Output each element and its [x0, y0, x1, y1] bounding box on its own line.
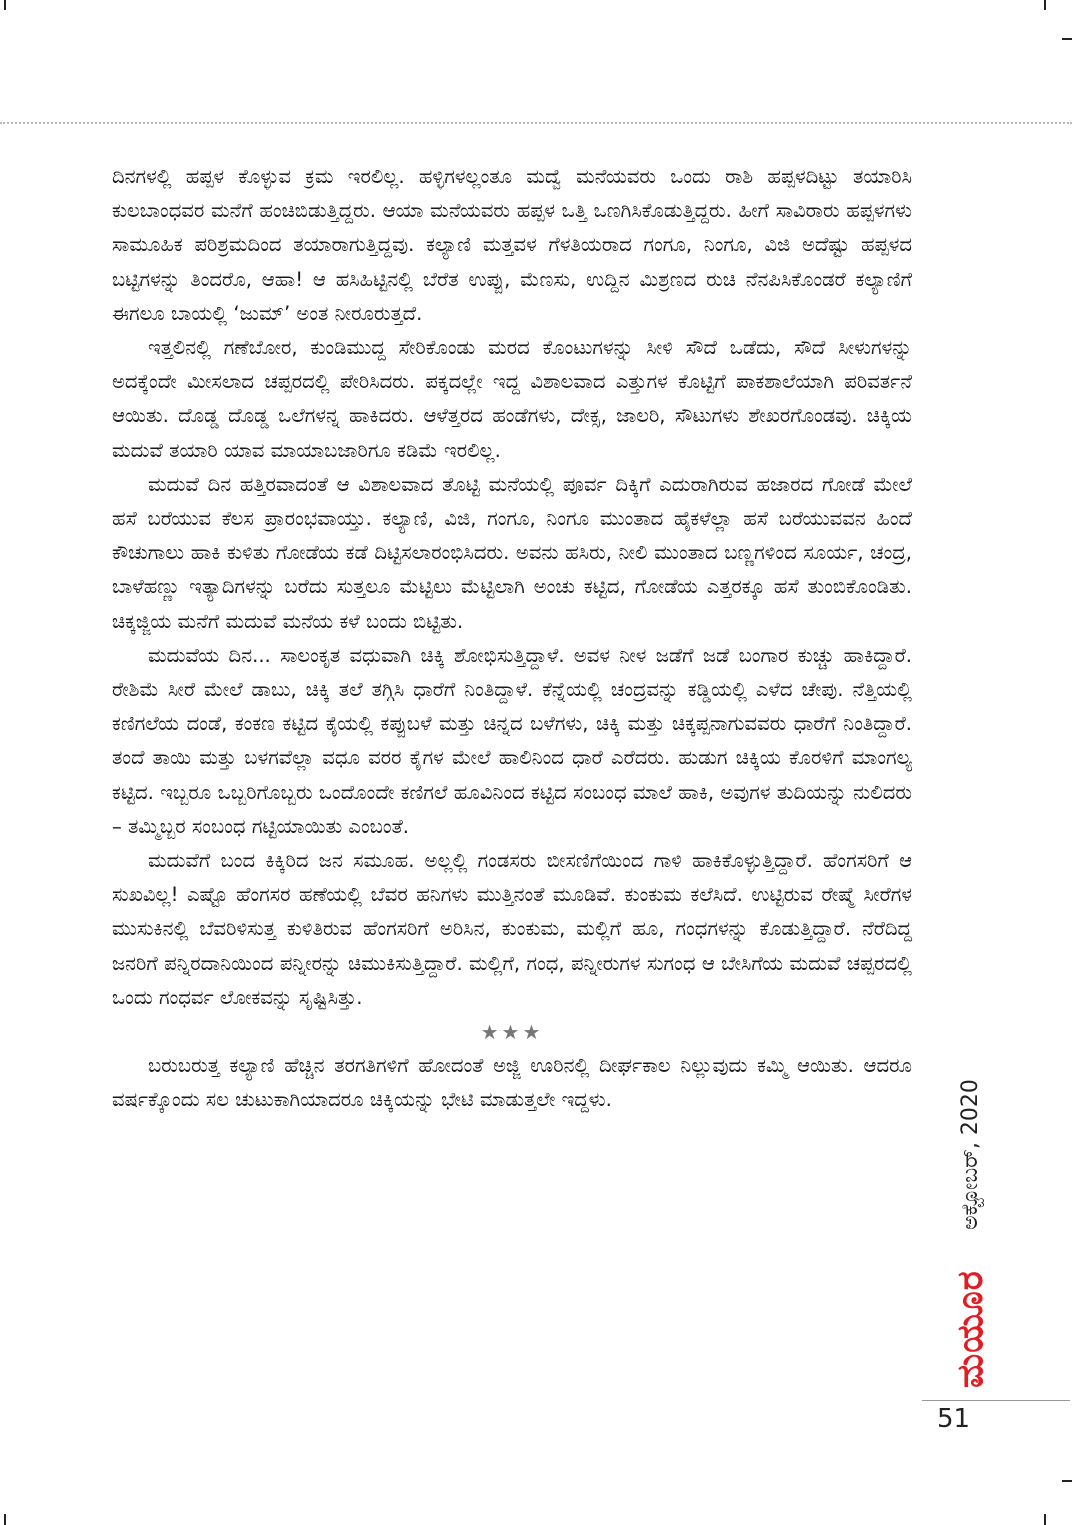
- article-paragraph: ಇತ್ತಲಿನಲ್ಲಿ ಗಣೆಬೋರ, ಕುಂಡಿಮುದ್ದ ಸೇರಿಕೊಂಡು ಮರದ ಕೊಂಟುಗಳನ್ನು ಸೀಳಿ ಸೌದೆ ಒಡೆದು, ಸೌದೆ ಸೀಳುಗಳನ್ನು ಅದಕ್ಕೆಂದೇ ಮೀಸಲಾದ ಚಪ್ಪರದಲ್ಲಿ ಪೇರಿಸಿದರು. ಪಕ್ಕದಲ್ಲೇ ಇದ್ದ ವಿಶಾಲವಾದ ಎತ್ತುಗಳ ಕೊಟ್ಟಿಗೆ ಪಾಕಶಾಲೆಯಾಗಿ ಪರಿವರ್ತನೆ ಆಯಿತು. ದೊಡ್ಡ ದೊಡ್ಡ ಒಲೆಗಳನ್ನ ಹಾಕಿದರು. ಆಳೆತ್ತರದ ಹಂಡೆಗಳು, ದೇಕ್ಸ, ಜಾಲರಿ, ಸೌಟುಗಳು ಶೇಖರಗೊಂಡವು. ಚಿಕ್ಕಿಯ ಮದುವೆ ತಯಾರಿ ಯಾವ ಮಾಯಾಬಜಾರಿಗೂ ಕಡಿಮೆ ಇರಲಿಲ್ಲ.: [112, 336, 913, 462]
- article-paragraph: ಮದುವೆ ದಿನ ಹತ್ತಿರವಾದಂತೆ ಆ ವಿಶಾಲವಾದ ತೊಟ್ಟಿ ಮನೆಯಲ್ಲಿ ಪೂರ್ವ ದಿಕ್ಕಿಗೆ ಎದುರಾಗಿರುವ ಹಜಾರದ ಗೋಡೆ ಮೇಲೆ ಹಸೆ ಬರೆಯುವ ಕೆಲಸ ಪ್ರಾರಂಭವಾಯ್ತು. ಕಲ್ಯಾಣಿ, ವಿಜಿ, ಗಂಗೂ, ನಿಂಗೂ ಮುಂತಾದ ಹೈಕಳೆಲ್ಲಾ ಹಸೆ ಬರೆಯುವವನ ಹಿಂದೆ ಕೌಚುಗಾಲು ಹಾಕಿ ಕುಳಿತು ಗೋಡೆಯ ಕಡೆ ದಿಟ್ಟಿಸಲಾರಂಭಿಸಿದರು. ಅವನು ಹಸಿರು, ನೀಲಿ ಮುಂತಾದ ಬಣ್ಣಗಳಿಂದ ಸೂರ್ಯ, ಚಂದ್ರ, ಬಾಳೆಹಣ್ಣು ಇತ್ಯಾದಿಗಳನ್ನು ಬರೆದು ಸುತ್ತಲೂ ಮೆಟ್ಟಿಲು ಮೆಟ್ಟಿಲಾಗಿ ಅಂಚು ಕಟ್ಟಿದ, ಗೋಡೆಯ ಎತ್ತರಕ್ಕೂ ಹಸೆ ತುಂಬಿಕೊಂಡಿತು. ಚಿಕ್ಕಜ್ಜಿಯ ಮನೆಗೆ ಮದುವೆ ಮನೆಯ ಕಳೆ ಬಂದು ಬಿಟ್ಟಿತು.: [112, 472, 912, 633]
- issue-date: ಅಕ್ಟೋಬರ್, 2020: [958, 1079, 983, 1230]
- crop-mark-top-right: [1044, 0, 1046, 10]
- header-dotted-rule: [0, 122, 1072, 124]
- crop-mark-right-upper: [1062, 38, 1072, 40]
- page-number: 51: [937, 1404, 971, 1434]
- article-paragraph: ಮದುವೆಯ ದಿನ... ಸಾಲಂಕೃತ ವಧುವಾಗಿ ಚಿಕ್ಕಿ ಶೋಭಿಸುತ್ತಿದ್ದಾಳೆ. ಅವಳ ನೀಳ ಜಡೆಗೆ ಜಡೆ ಬಂಗಾರ ಕುಚ್ಚು ಹಾಕಿದ್ದಾರೆ. ರೇಶಿಮೆ ಸೀರೆ ಮೇಲೆ ಡಾಬು, ಚಿಕ್ಕಿ ತಲೆ ತಗ್ಗಿಸಿ ಧಾರೆಗೆ ನಿಂತಿದ್ದಾಳೆ. ಕೆನ್ನೆಯಲ್ಲಿ ಚಂದ್ರವನ್ನು ಕಡ್ಡಿಯಲ್ಲಿ ಎಳೆದ ಚೇಪು. ನೆತ್ತಿಯಲ್ಲಿ ಕಣಿಗಲೆಯ ದಂಡೆ, ಕಂಕಣ ಕಟ್ಟಿದ ಕೈಯಲ್ಲಿ ಕಪ್ಪುಬಳೆ ಮತ್ತು ಚಿನ್ನದ ಬಳೆಗಳು, ಚಿಕ್ಕಿ ಮತ್ತು ಚಿಕ್ಕಪ್ಪನಾಗುವವರು ಧಾರೆಗೆ ನಿಂತಿದ್ದಾರೆ. ತಂದೆ ತಾಯಿ ಮತ್ತು ಬಳಗವೆಲ್ಲಾ ವಧೂ ವರರ ಕೈಗಳ ಮೇಲೆ ಹಾಲಿನಿಂದ ಧಾರೆ ಎರೆದರು. ಹುಡುಗ ಚಿಕ್ಕಿಯ ಕೊರಳಿಗೆ ಮಾಂಗಲ್ಯ ಕಟ್ಟಿದ. ಇಬ್ಬರೂ ಒಬ್ಬರಿಗೊಬ್ಬರು ಒಂದೊಂದೇ ಕಣಿಗಲೆ ಹೂವಿನಿಂದ ಕಟ್ಟಿದ ಸಂಬಂಧ ಮಾಲೆ ಹಾಕಿ, ಅವುಗಳ ತುದಿಯನ್ನು ನುಲಿದರು – ತಮ್ಮಿಬ್ಬರ ಸಂಬಂಧ ಗಟ್ಟಿಯಾಯಿತು ಎಂಬಂತೆ.: [112, 643, 912, 838]
- article-paragraph: ಮದುವೆಗೆ ಬಂದ ಕಿಕ್ಕಿರಿದ ಜನ ಸಮೂಹ. ಅಲ್ಲಲ್ಲಿ ಗಂಡಸರು ಬೀಸಣಿಗೆಯಿಂದ ಗಾಳಿ ಹಾಕಿಕೊಳ್ಳುತ್ತಿದ್ದಾರೆ. ಹೆಂಗಸರಿಗೆ ಆ ಸುಖವಿಲ್ಲ! ಎಷ್ಟೊ ಹೆಂಗಸರ ಹಣೆಯಲ್ಲಿ ಬೆವರ ಹನಿಗಳು ಮುತ್ತಿನಂತೆ ಮೂಡಿವೆ. ಕುಂಕುಮ ಕಲೆಸಿದೆ. ಉಟ್ಟಿರುವ ರೇಷ್ಮೆ ಸೀರೆಗಳ ಮುಸುಕಿನಲ್ಲಿ ಬೆವರಿಳಿಸುತ್ತ ಕುಳಿತಿರುವ ಹೆಂಗಸರಿಗೆ ಅರಿಸಿನ, ಕುಂಕುಮ, ಮಲ್ಲಿಗೆ ಹೂ, ಗಂಧಗಳನ್ನು ಕೊಡುತ್ತಿದ್ದಾರೆ. ನೆರೆದಿದ್ದ ಜನರಿಗೆ ಪನ್ನಿರದಾನಿಯಿಂದ ಪನ್ನೀರನ್ನು ಚಿಮುಕಿಸುತ್ತಿದ್ದಾರೆ. ಮಲ್ಲಿಗೆ, ಗಂಧ, ಪನ್ನೀರುಗಳ ಸುಗಂಧ ಆ ಬೇಸಿಗೆಯ ಮದುವೆ ಚಪ್ಪರದಲ್ಲಿ ಒಂದು ಗಂಧರ್ವ ಲೋಕವನ್ನು ಸೃಷ್ಟಿಸಿತ್ತು.: [112, 849, 912, 1009]
- closing-paragraph: ಬರುಬರುತ್ತ ಕಲ್ಯಾಣಿ ಹೆಚ್ಚಿನ ತರಗತಿಗಳಿಗೆ ಹೋದಂತೆ ಅಜ್ಜಿ ಊರಿನಲ್ಲಿ ದೀರ್ಘಕಾಲ ನಿಲ್ಲುವುದು ಕಮ್ಮಿ ಆಯಿತು. ಆದರೂ ವರ್ಷಕ್ಕೊಂದು ಸಲ ಚುಟುಕಾಗಿಯಾದರೂ ಚಿಕ್ಕಿಯನ್ನು ಭೇಟಿ ಮಾಡುತ್ತಲೇ ಇದ್ದಳು.: [112, 1054, 912, 1112]
- section-separator: ★★★: [480, 1020, 544, 1045]
- crop-mark-bottom-left: [4, 1514, 6, 1525]
- footer-rule: [922, 1400, 1070, 1401]
- magazine-logo: ಮಯೂರ: [950, 1270, 991, 1388]
- article-paragraph: ದಿನಗಳಲ್ಲಿ ಹಪ್ಪಳ ಕೊಳ್ಳುವ ಕ್ರಮ ಇರಲಿಲ್ಲ. ಹಳ್ಳಿಗಳಲ್ಲಂತೂ ಮದ್ವೆ ಮನೆಯವರು ಒಂದು ರಾಶಿ ಹಪ್ಪಳದಿಟ್ಟು ತಯಾರಿಸಿ ಕುಲಬಾಂಧವರ ಮನೆಗೆ ಹಂಚಿಬಿಡುತ್ತಿದ್ದರು. ಆಯಾ ಮನೆಯವರು ಹಪ್ಪಳ ಒತ್ತಿ ಒಣಗಿಸಿಕೊಡುತ್ತಿದ್ದರು. ಹೀಗೆ ಸಾವಿರಾರು ಹಪ್ಪಳಗಳು ಸಾಮೂಹಿಕ ಪರಿಶ್ರಮದಿಂದ ತಯಾರಾಗುತ್ತಿದ್ದವು. ಕಲ್ಯಾಣಿ ಮತ್ತವಳ ಗೆಳತಿಯರಾದ ಗಂಗೂ, ನಿಂಗೂ, ವಿಜಿ ಅದೆಷ್ಟು ಹಪ್ಪಳದ ಬಟ್ಟಿಗಳನ್ನು ತಿಂದರೊ, ಆಹಾ! ಆ ಹಸಿಹಿಟ್ಟಿನಲ್ಲಿ ಬೆರೆತ ಉಪ್ಪು, ಮೆಣಸು, ಉದ್ದಿನ ಮಿಶ್ರಣದ ರುಚಿ ನೆನಪಿಸಿಕೊಂಡರೆ ಕಲ್ಯಾಣಿಗೆ ಈಗಲೂ ಬಾಯಲ್ಲಿ ‘ಜುಮ್’ ಅಂತ ನೀರೂರುತ್ತದೆ.: [112, 165, 912, 325]
- crop-mark-bottom-right: [1044, 1514, 1046, 1525]
- crop-mark-right-lower: [1062, 1480, 1072, 1482]
- crop-mark-top-left: [4, 0, 6, 10]
- article-body: [112, 160, 912, 1117]
